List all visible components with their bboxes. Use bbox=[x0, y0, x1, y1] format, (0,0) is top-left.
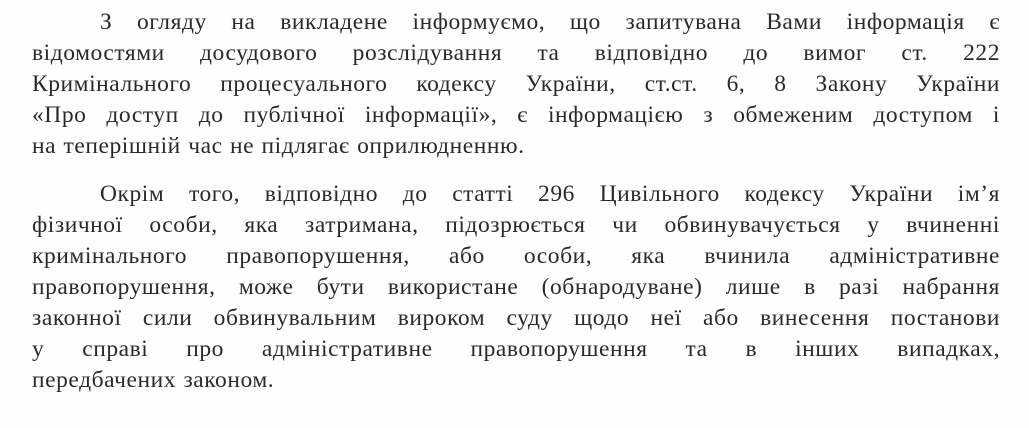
paragraph-2-line-4: правопорушення, може бути використане (обнародуване) лише в разі набрання bbox=[32, 274, 1000, 300]
paragraph-1 bbox=[32, 7, 1000, 162]
paragraph-2 bbox=[32, 179, 1000, 396]
paragraph-1-line-1: З огляду на викладене інформуємо, що запитувана Вами інформація є bbox=[100, 9, 1000, 35]
paragraph-1-line-5: на теперішній час не підлягає оприлюдненню. bbox=[32, 133, 525, 159]
paragraph-2-line-2: фізичної особи, яка затримана, підозрюється чи обвинувачується у вчиненні bbox=[32, 212, 1000, 238]
paragraph-1-line-3: Кримінального процесуального кодексу України, ст.ст. 6, 8 Закону України bbox=[32, 71, 1000, 97]
paragraph-1-line-4: «Про доступ до публічної інформації», є інформацією з обмеженим доступом і bbox=[32, 102, 1000, 128]
paragraph-2-line-7: передбачених законом. bbox=[32, 367, 275, 393]
paragraph-2-line-5: законної сили обвинувальним вироком суду щодо неї або винесення постанови bbox=[32, 305, 1000, 331]
paragraph-2-line-3: кримінального правопорушення, або особи, яка вчинила адміністративне bbox=[32, 243, 1000, 269]
paragraph-2-line-6: у справі про адміністративне правопорушення та в інших випадках, bbox=[32, 336, 1000, 362]
document-body bbox=[32, 7, 1000, 396]
paragraph-1-line-2: відомостями досудового розслідування та відповідно до вимог ст. 222 bbox=[32, 40, 1000, 66]
paragraph-2-line-1: Окрім того, відповідно до статті 296 Цивільного кодексу України ім’я bbox=[100, 181, 1000, 207]
